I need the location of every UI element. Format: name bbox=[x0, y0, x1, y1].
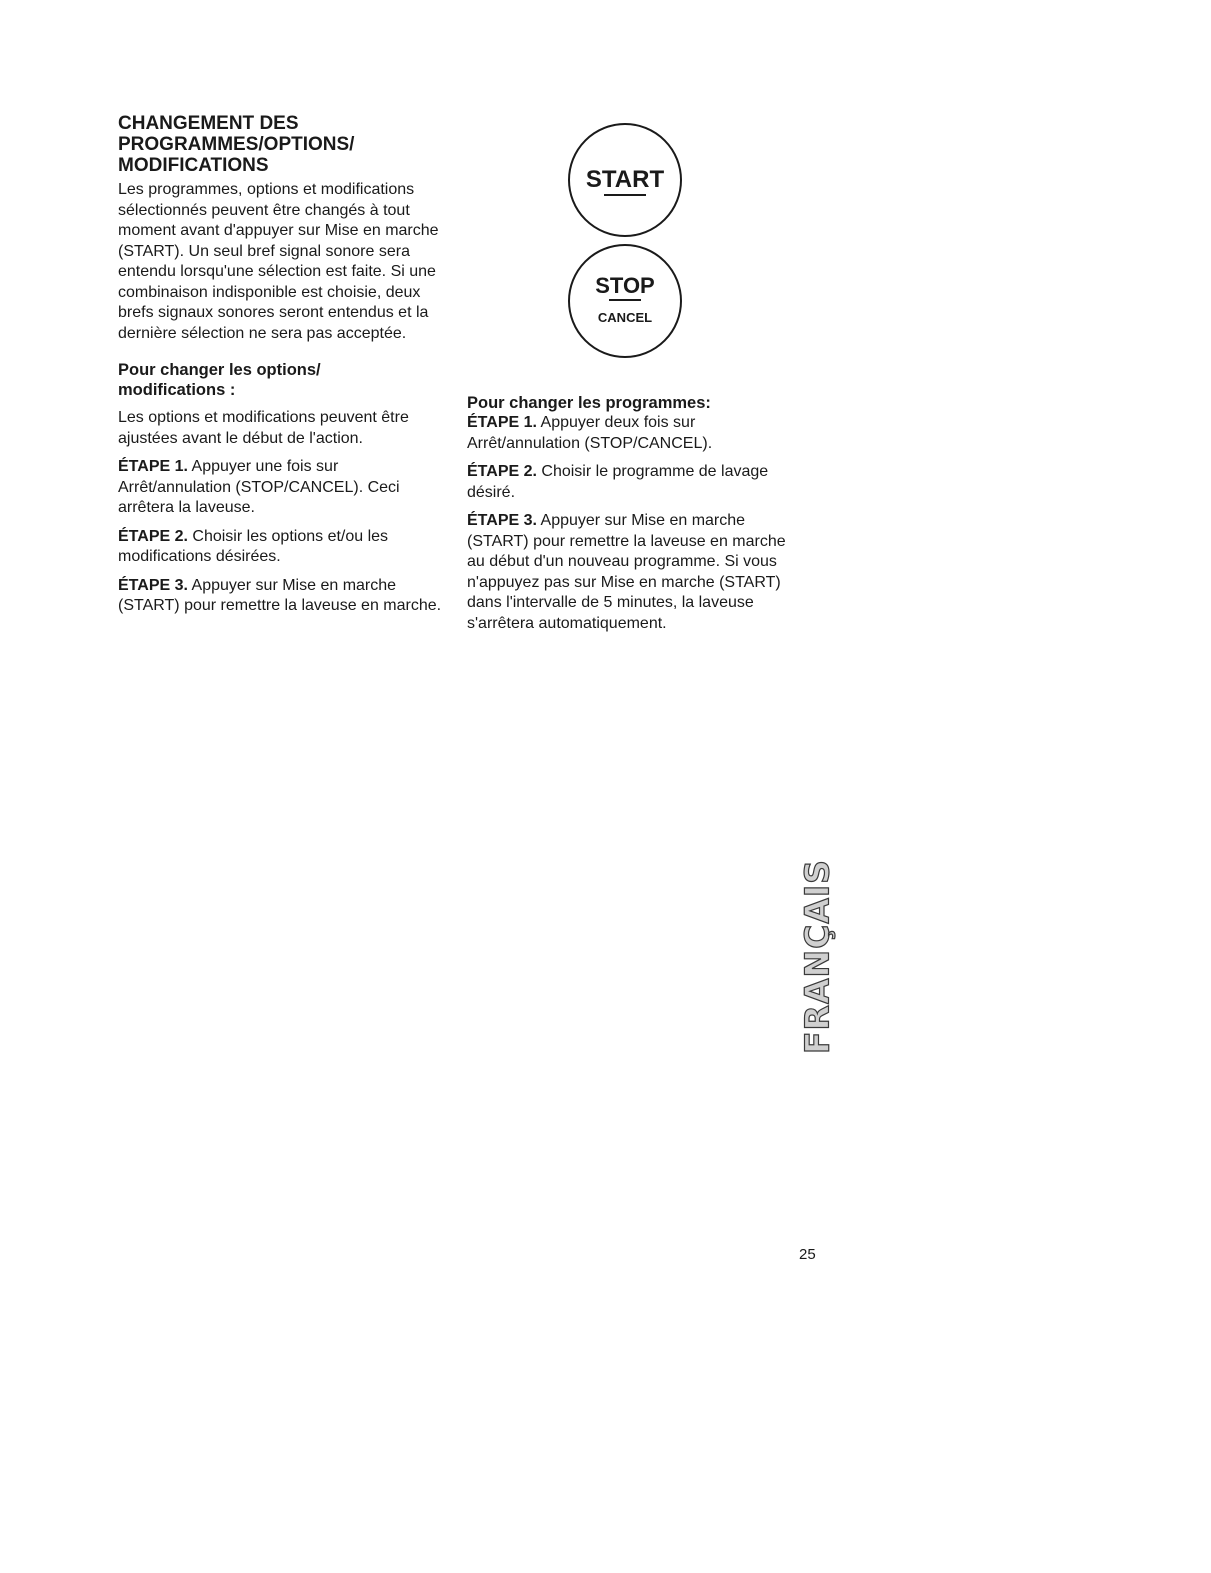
cancel-label: CANCEL bbox=[597, 310, 653, 325]
step-label: ÉTAPE 1. bbox=[118, 458, 188, 475]
heading-line: MODIFICATIONS bbox=[118, 155, 269, 176]
programs-subheading: Pour changer les programmes: bbox=[467, 394, 711, 412]
language-side-tab: FRANÇAIS bbox=[797, 859, 837, 1055]
section-heading bbox=[118, 113, 448, 176]
step-label: ÉTAPE 2. bbox=[467, 463, 537, 480]
programs-step-2 bbox=[467, 462, 797, 503]
step-text: Appuyer deux fois sur Arrêt/annulation (STOP/CANCEL). bbox=[467, 414, 713, 452]
start-button-icon bbox=[567, 122, 683, 238]
step-label: ÉTAPE 1. bbox=[467, 414, 537, 431]
options-step-2 bbox=[118, 527, 448, 568]
heading-line: CHANGEMENT DES bbox=[118, 113, 299, 134]
page-number: 25 bbox=[799, 1246, 816, 1263]
step-label: ÉTAPE 2. bbox=[118, 527, 188, 545]
programs-step-1 bbox=[467, 413, 797, 454]
step-text: Appuyer sur Mise en marche (START) pour remettre la laveuse en marche au début d'un nouveau programme. Si vous n'appuyez pas sur Mise en marche (START) dans l'intervalle de 5 minutes, la laveuse s'arrêtera automatiquement. bbox=[467, 512, 786, 632]
subheading-line: modifications : bbox=[118, 381, 236, 399]
options-step-1 bbox=[118, 457, 448, 519]
step-label: ÉTAPE 3. bbox=[467, 512, 537, 529]
step-text: Appuyer sur Mise en marche (START) pour remettre la laveuse en marche. bbox=[118, 576, 442, 614]
stop-cancel-button-icon bbox=[567, 243, 683, 359]
programs-step-3 bbox=[467, 511, 797, 634]
step-text: Choisir le programme de lavage désiré. bbox=[467, 463, 769, 501]
step-text: Appuyer une fois sur Arrêt/annulation (STOP/CANCEL). Ceci arrêtera la laveuse. bbox=[118, 458, 400, 516]
options-subheading bbox=[118, 360, 448, 400]
intro-paragraph: Les programmes, options et modifications sélectionnés peuvent être changés à tout moment avant d'appuyer sur Mise en marche (START). Un seul bref signal sonore sera entendu lorsqu'une sélection est faite. Si une combinaison indisponible est choisie, deux brefs signaux sonores seront entendus et la dernière sélection ne sera pas acceptée. bbox=[118, 181, 439, 342]
heading-line: PROGRAMMES/OPTIONS/ bbox=[118, 134, 355, 155]
subheading-line: Pour changer les options/ bbox=[118, 361, 321, 379]
left-column bbox=[118, 113, 448, 625]
step-label: ÉTAPE 3. bbox=[118, 576, 188, 594]
start-label: START bbox=[585, 166, 665, 193]
options-step-3 bbox=[118, 576, 448, 617]
step-text: Choisir les options et/ou les modifications désirées. bbox=[118, 527, 389, 565]
right-column bbox=[467, 393, 797, 642]
options-intro: Les options et modifications peuvent être ajustées avant le début de l'action. bbox=[118, 409, 409, 447]
stop-label: STOP bbox=[595, 273, 655, 298]
